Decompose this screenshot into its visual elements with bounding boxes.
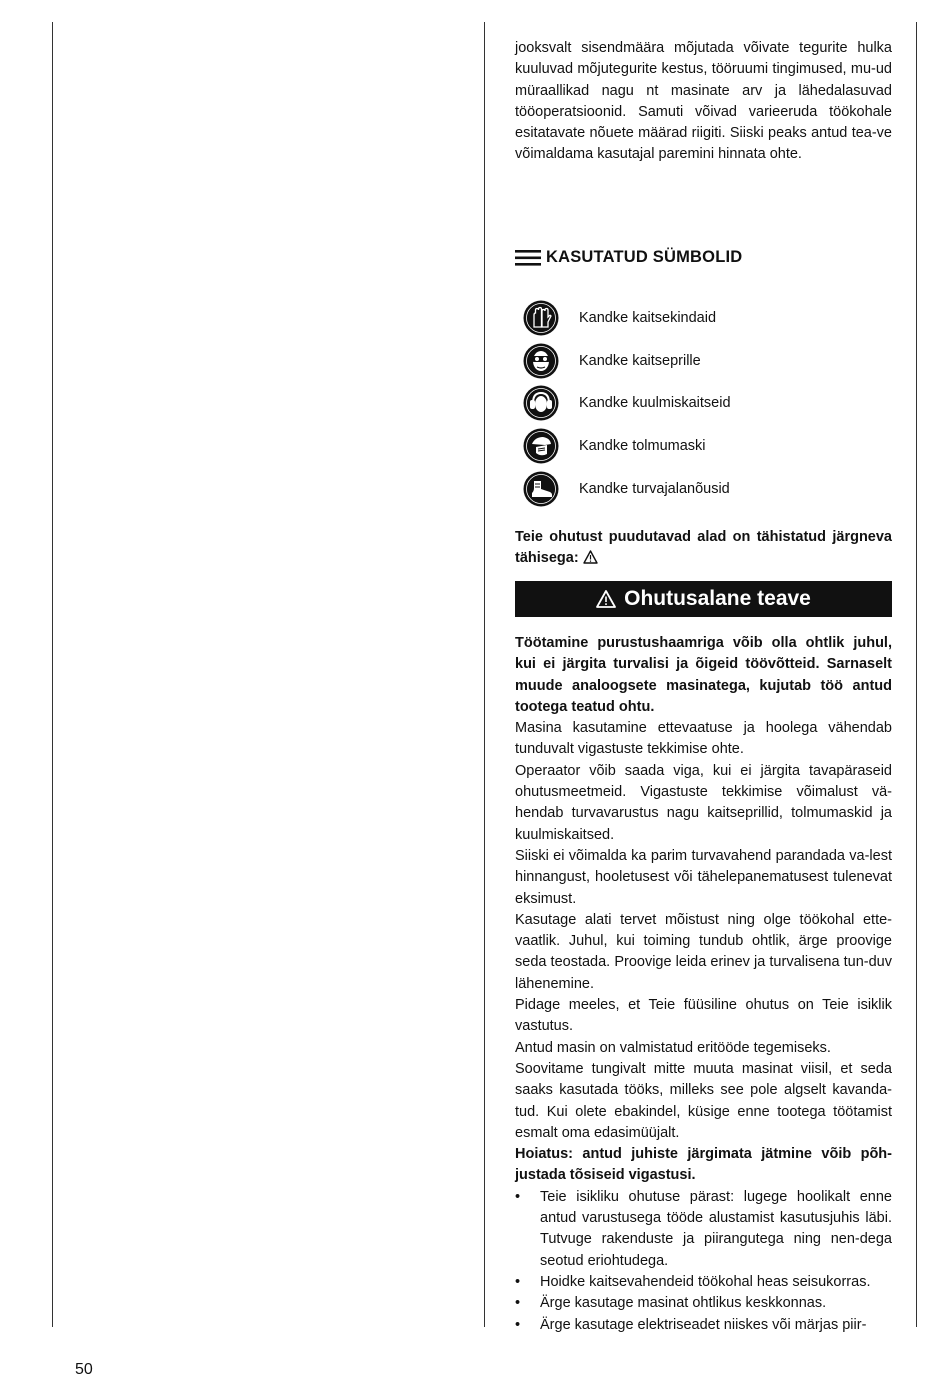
symbol-label: Kandke kuulmiskaitseid [579, 395, 731, 411]
symbol-label: Kandke kaitseprille [579, 353, 701, 369]
safety-bullet-list [515, 1187, 892, 1336]
warning-triangle-icon [596, 590, 616, 608]
left-margin-rule [52, 22, 53, 1327]
body-paragraph: Operaator võib saada viga, kui ei järgita tavapäraseid ohutusmeetmeid. Vigastuste tekkimise võimalust vä-hendab turvavarustus nagu kaitseprillid, tolmumaskid ja kuulmiskaitsed. [515, 762, 892, 843]
column-divider-rule [484, 22, 485, 1327]
safety-banner [515, 581, 892, 617]
symbol-item-dust-mask [523, 428, 706, 464]
safety-body [515, 633, 892, 1336]
symbol-item-goggles [523, 343, 701, 379]
warning-marker-note-text: Teie ohutust puudutavad alad on tähistatud järgneva tähisega: [515, 529, 892, 567]
body-paragraph: Pidage meeles, et Teie füüsiline ohutus on Teie isiklik vastutus. [515, 997, 892, 1035]
menu-lines-icon [515, 249, 541, 267]
symbol-label: Kandke tolmumaski [579, 438, 706, 454]
symbol-item-ear-protection [523, 385, 731, 421]
list-item: • Ärge kasutage elektriseadet niiskes või märjas piir- [515, 1315, 892, 1336]
symbol-label: Kandke kaitsekindaid [579, 310, 717, 326]
symbol-label: Kandke turvajalanõusid [579, 481, 730, 497]
right-margin-rule [916, 22, 917, 1327]
warning-paragraph: Hoiatus: antud juhiste järgimata jätmine võib põh-justada tõsiseid vigastusi. [515, 1146, 892, 1184]
body-paragraph: Kasutage alati tervet mõistust ning olge töökohal ette-vaatlik. Juhul, kui toiming tundub ohtlik, ärge proovige seda teostada. Proovige leida erinev ja turvalisena tun-duv lähenemine. [515, 911, 892, 992]
list-item: • Ärge kasutage masinat ohtlikus keskkonnas. [515, 1293, 892, 1314]
page-number: 50 [75, 1361, 93, 1378]
lead-paragraph: Töötamine purustushaamriga võib olla ohtlik juhul, kui ei järgita turvalisi ja õigeid töövõtteid. Sarnaselt muude analoogsete masinatega, kujutab töö antud tootega teatud ohtu. [515, 635, 892, 715]
body-paragraph: Antud masin on valmistatud eritööde tegemiseks. [515, 1039, 831, 1056]
intro-paragraph: jooksvalt sisendmäära mõjutada võivate tegurite hulka kuuluvad mõjutegurite kestus, tööruumi tingimused, mu-ud müraallikad nagu nt masinate arv ja lähedalasuvad tööoperatsioonid. Samuti võivad varieeruda töökohale esitatavate nõuete määrad riigiti. Siiski peaks antud tea-ve võimaldama kasutajal paremini hinnata ohte. [515, 40, 892, 163]
safety-banner-title: Ohutusalane teave [624, 587, 811, 610]
dust-mask-icon [523, 428, 559, 464]
safety-boots-icon [523, 471, 559, 507]
goggles-icon [523, 343, 559, 379]
gloves-icon [523, 300, 559, 336]
body-paragraph: Siiski ei võimalda ka parim turvavahend parandada va-lest hinnangust, hooletusest või tähelepanematusest tulenevat eksimust. [515, 847, 892, 907]
list-item: • Teie isikliku ohutuse pärast: lugege hoolikalt enne antud varustusega tööde alustamist kasutusjuhis läbi. Tutvuge rakenduste ja piirangutega ning nen-dega seotud eriohtudega. [515, 1187, 892, 1272]
warning-triangle-icon [583, 550, 598, 571]
warning-marker-note [515, 527, 892, 572]
list-item: • Hoidke kaitsevahendeid töökohal heas seisukorras. [515, 1272, 892, 1293]
symbol-item-safety-boots [523, 471, 730, 507]
section-heading [515, 248, 742, 267]
body-paragraph: Soovitame tungivalt mitte muuta masinat viisil, et seda saaks kasutada tööks, milleks see pole algselt kavanda-tud. Kui olete ebakindel, küsige enne tootega töötamist esmalt oma edasimüüjalt. [515, 1060, 892, 1141]
body-paragraph: Masina kasutamine ettevaatuse ja hoolega vähendab tunduvalt vigastuste tekkimise ohte. [515, 720, 892, 758]
ear-protection-icon [523, 385, 559, 421]
symbol-item-gloves [523, 300, 717, 336]
section-heading-text: KASUTATUD SÜMBOLID [546, 248, 743, 266]
